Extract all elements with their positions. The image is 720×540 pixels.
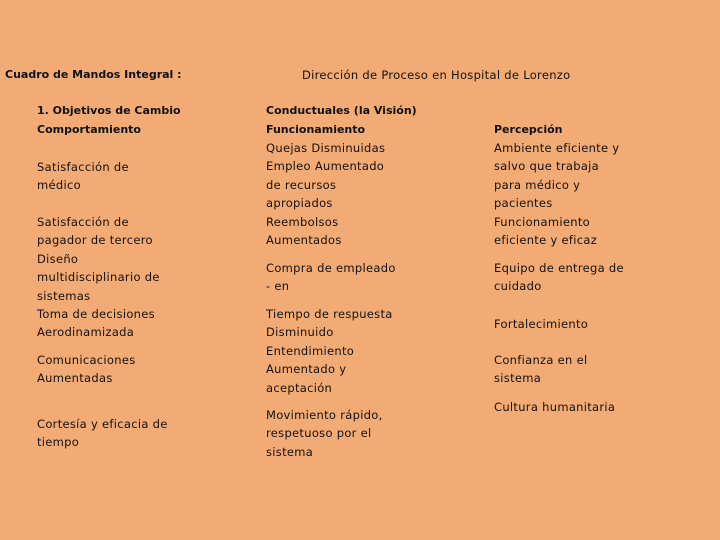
text-line: Ambiente eficiente y	[494, 141, 620, 155]
text-line: aceptación	[266, 380, 333, 395]
col2-group-fast-movement	[266, 406, 383, 461]
text-line: pacientes	[494, 196, 553, 211]
text-line: Quejas Disminuidas	[266, 141, 386, 155]
col2-group-employee-buyin	[266, 259, 396, 296]
text-line: Satisfacción de	[37, 215, 129, 229]
col1-heading-line1: 1. Objetivos de Cambio	[37, 104, 181, 117]
text-line: Comunicaciones	[37, 353, 136, 367]
col2-heading-line1: Conductuales (la Visión)	[266, 104, 417, 117]
text-line: Reembolsos	[266, 214, 339, 229]
col1-group-courtesy	[37, 415, 168, 452]
text-line: Confianza en el	[494, 353, 588, 367]
text-line: sistema	[266, 444, 314, 459]
text-line: Empleo Aumentado	[266, 159, 385, 174]
col3-group-trust	[494, 351, 587, 388]
col3-heading: Percepción	[494, 123, 563, 136]
col1-group-payer-satisfaction	[37, 213, 160, 342]
text-line: respetuoso por el	[266, 426, 372, 441]
col2-group-complaints	[266, 139, 385, 249]
text-line: Toma de decisiones	[37, 307, 155, 322]
col2-group-response-time	[266, 305, 393, 397]
text-line: Entendimiento	[266, 343, 355, 358]
scorecard-title: Cuadro de Mandos Integral :	[5, 68, 182, 81]
col3-group-environment	[494, 139, 619, 249]
hospital-title: Dirección de Proceso en Hospital de Lorenzo	[302, 68, 571, 82]
col1-heading-line2: Comportamiento	[37, 123, 141, 136]
text-line: Disminuido	[266, 325, 334, 340]
col3-group-culture	[494, 398, 615, 416]
text-line: sistema	[494, 371, 542, 386]
text-line: Tiempo de respuesta	[266, 307, 393, 321]
text-line: cuidado	[494, 279, 542, 294]
text-line: de recursos	[266, 177, 337, 192]
col2-heading-line2: Funcionamiento	[266, 123, 366, 136]
text-line: multidisciplinario de	[37, 270, 160, 285]
text-line: Cultura humanitaria	[494, 400, 616, 414]
text-line: - en	[266, 279, 290, 294]
text-line: Aumentado y	[266, 362, 347, 377]
text-line: Cortesía y eficacia de	[37, 417, 168, 431]
text-line: Movimiento rápido,	[266, 408, 383, 422]
text-line: eficiente y eficaz	[494, 233, 598, 248]
col1-group-doctor-satisfaction	[37, 158, 129, 195]
text-line: tiempo	[37, 435, 80, 450]
text-line: Aumentados	[266, 233, 342, 248]
text-line: pagador de tercero	[37, 233, 153, 248]
text-line: para médico y	[494, 177, 581, 192]
text-line: Compra de empleado	[266, 261, 396, 275]
text-line: salvo que trabaja	[494, 159, 600, 174]
text-line: Diseño	[37, 251, 79, 266]
text-line: médico	[37, 178, 81, 193]
col3-group-care-team	[494, 259, 624, 296]
text-line: apropiados	[266, 196, 333, 211]
text-line: Satisfacción de	[37, 160, 129, 174]
text-line: Funcionamiento	[494, 214, 590, 229]
text-line: Aerodinamizada	[37, 325, 135, 340]
col3-group-empowerment	[494, 315, 588, 333]
text-line: Equipo de entrega de	[494, 261, 624, 275]
col1-group-communications	[37, 351, 136, 388]
text-line: Fortalecimiento	[494, 317, 589, 331]
text-line: sistemas	[37, 288, 91, 303]
text-line: Aumentadas	[37, 371, 113, 386]
